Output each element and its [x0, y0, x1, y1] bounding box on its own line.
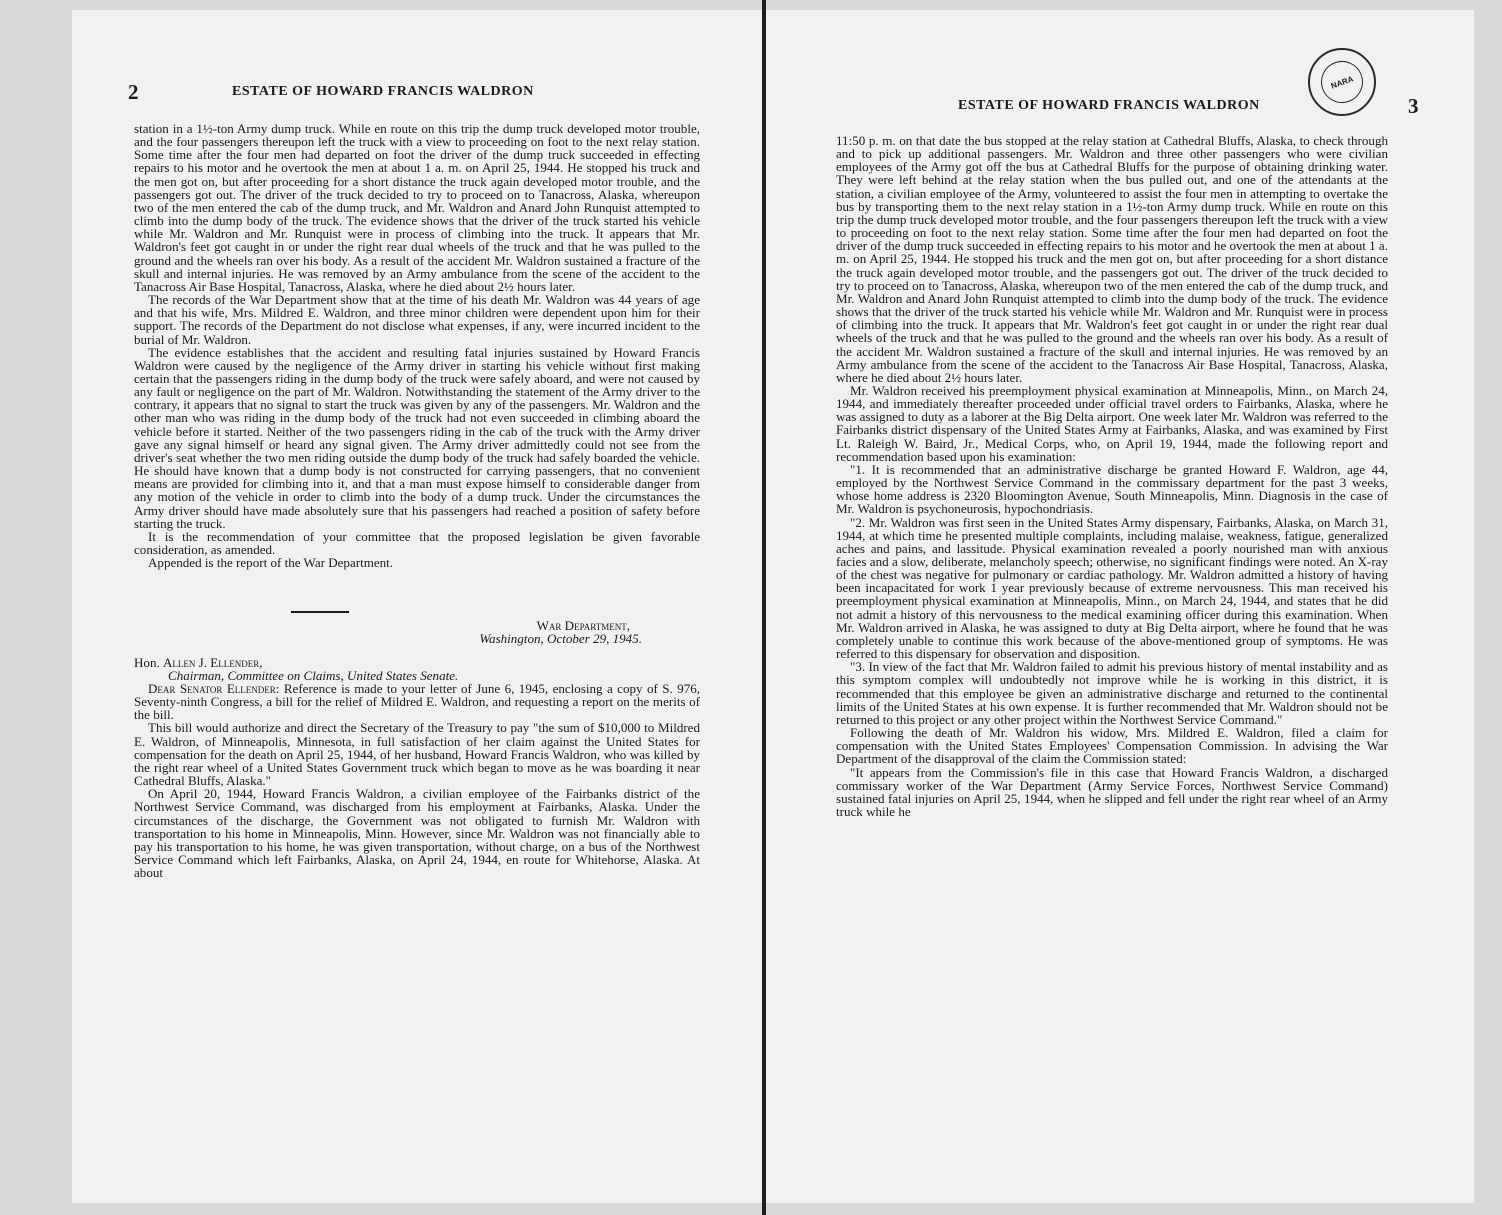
paragraph: 11:50 p. m. on that date the bus stopped at the relay station at Cathedral Bluffs, Alaska, to check through and to pick up additional passengers. Mr. Waldron and three other passengers who were civilian employees of the Army got off the bus at Cathedral Bluffs for the purpose of obtaining drinking water. They were left behind at the relay station when the bus pulled out, and one of the attendants at the station, a civilian employee of the Army, volunteered to assist the four men in attempting to overtake the bus by transporting them to the next relay station in a 1½-ton Army dump truck. While en route on this trip the dump truck developed motor trouble, and the four passengers thereupon left the truck with a view to proceeding on foot to the next relay station. Some time after the four men had departed on foot the driver of the dump truck succeeded in effecting repairs to his motor and he overtook the men at about 1 a. m. on April 25, 1944. He stopped his truck and the men got on, but after proceeding for a short distance the truck again developed motor trouble, and the passengers got out. The driver of the truck decided to try to proceed on to Tanacross, Alaska, whereupon two of the men entered the cab of the dump truck, and Mr. Waldron and Anard John Runquist attempted to climb into the dump body of the truck. The evidence shows that the driver of the truck started his vehicle while Mr. Waldron and Mr. Runquist were in process of climbing into the truck. It appears that Mr. Waldron's feet got caught in or under the right rear dual wheels of the truck and that he was pulled to the ground and the wheels ran over his body. As a result of the accident Mr. Waldron sustained a fracture of the skull and internal injuries. He was removed by an Army ambulance from the scene of the accident to the Tanacross Air Base Hospital, Tanacross, Alaska, where he died about 2½ hours later. — [836, 133, 1388, 385]
library-stamp-center: NARA — [1315, 55, 1369, 109]
paragraph: "It appears from the Commission's file in this case that Howard Francis Waldron, a discharged commissary worker of the War Department (Army Service Forces, Northwest Service Command) sustained fatal injuries on April 25, 1944, when he slipped and fell under the right rear wheel of an Army truck while he — [836, 764, 1388, 819]
letter-department: War Department, — [536, 618, 630, 634]
letter-date: Washington, October 29, 1945. — [479, 631, 642, 647]
paragraph: This bill would authorize and direct the Secretary of the Treasury to pay "the sum of $10,000 to Mildred E. Waldron, of Minneapolis, Minnesota, in full satisfaction of her claim against the United States for compensation for the death on April 25, 1944, of her husband, Howard Francis Waldron, who was killed by the right rear wheel of a United States Government truck which began to move as he was boarding it near Cathedral Bluffs, Alaska." — [134, 720, 700, 789]
running-header: ESTATE OF HOWARD FRANCIS WALDRON — [958, 98, 1260, 113]
page-number: 3 — [1408, 94, 1419, 118]
left-body — [134, 122, 700, 879]
paragraph: "1. It is recommended that an administrative discharge be granted Howard F. Waldron, age 44, employed by the Northwest Service Command in the commissary department for the past 3 weeks, whose home address is 2320 Bloomington Avenue, South Minneapolis, Minn. Diagnosis in the case of Mr. Waldron is psychoneurosis, hypochondriasis. — [836, 461, 1388, 517]
addressee-prefix: Hon. — [134, 654, 163, 670]
library-stamp — [1308, 48, 1376, 116]
paragraph: The evidence establishes that the accident and resulting fatal injuries sustained by Howard Francis Waldron were caused by the negligence of the Army driver in starting his vehicle without first making certain that the passengers riding in the dump body of the truck were safely aboard, and were not caused by any fault or negligence on the part of Mr. Waldron. Notwithstanding the statement of the Army driver to the contrary, it appears that no signal to start the truck was given by any of the passengers. Mr. Waldron and the other man who was riding in the dump body of the truck had not even succeeded in climbing aboard the vehicle before it started. Neither of the two passengers riding in the cab of the truck with the Army driver gave any signal himself or heard any signal given. The Army driver admittedly could not see from the driver's seat whether the two men riding outside the dump body of the truck had safely boarded the vehicle. He should have known that a dump body is not constructed for carrying passengers, that no convenient means are provided for climbing into it, and that a man must expose himself to considerable danger from any motion of the vehicle in order to climb into the body of a dump truck. Under the circumstances the Army driver should have made absolutely sure that his passengers had reached a position of safety before starting the truck. — [134, 344, 700, 531]
right-body — [836, 134, 1388, 818]
paragraph: On April 20, 1944, Howard Francis Waldron, a civilian employee of the Fairbanks district of the Northwest Service Command, was discharged from his employment at Fairbanks, Alaska. Under the circumstances of the discharge, the Government was not obligated to furnish Mr. Waldron with transportation to his home in Minneapolis, Minn. However, since Mr. Waldron was not financially able to pay his transportation to his home, he was given transportation, without charge, on a bus of the Northwest Service Command which left Fairbanks, Alaska, on April 24, 1944, en route for Whitehorse, Alaska. At about — [134, 786, 700, 881]
addressee-title: Chairman, Committee on Claims, United States Senate. — [168, 667, 459, 683]
salutation: Dear Senator Ellender: — [148, 680, 280, 696]
right-page — [766, 10, 1474, 1203]
paragraph: Mr. Waldron received his preemployment physical examination at Minneapolis, Minn., on March 24, 1944, and immediately thereafter proceeded under official travel orders to Fairbanks, Alaska, where he was assigned to duty as a laborer at the Big Delta airport. One week later Mr. Waldron was referred to the Fairbanks district dispensary of the United States Army at Fairbanks, Alaska, and was examined by First Lt. Raleigh W. Baird, Jr., Medical Corps, who, on April 19, 1944, made the following report and recommendation based upon his examination: — [836, 382, 1388, 464]
page-number: 2 — [128, 80, 139, 104]
paragraph: "2. Mr. Waldron was first seen in the United States Army dispensary, Fairbanks, Alaska, on March 31, 1944, at which time he presented multiple complaints, including malaise, weakness, fatigue, generalized aches and pains, and lassitude. Physical examination revealed a poorly nourished man with anxious facies and a slow, deliberate, melancholy speech; otherwise, no significant findings were noted. An X-ray of the chest was negative for pulmonary or cardiac pathology. Mr. Waldron admitted a history of having been incapacitated for work 1 year previously because of extreme nervousness. This man received his preemployment physical examination at Minneapolis, Minn., on March 24, 1944, and states that he did not admit a history of this nervousness to the medical examining officer during this examination. When Mr. Waldron arrived in Alaska, he was assigned to duty at Big Delta airport, where he found that he was completely unable to continue this work because of the above-mentioned group of symptoms. He was referred to this dispensary for observation and disposition. — [836, 514, 1388, 662]
running-header: ESTATE OF HOWARD FRANCIS WALDRON — [232, 84, 534, 99]
paragraph: station in a 1½-ton Army dump truck. While en route on this trip the dump truck developed motor trouble, and the four passengers thereupon left the truck with a view to proceeding on foot to the next relay station. Some time after the four men had departed on foot the driver of the dump truck succeeded in effecting repairs to his motor and he overtook the men at about 1 a. m. on April 25, 1944. He stopped his truck and the men got on, but after proceeding for a short distance the truck again developed motor trouble, and the passengers got out. The driver of the truck decided to try to proceed on to Tanacross, Alaska, whereupon two of the men entered the cab of the dump truck, and Mr. Waldron and Anard John Runquist attempted to climb into the dump body of the truck. The evidence shows that the driver of the truck started his vehicle while Mr. Waldron and Mr. Runquist were in process of climbing into the truck. It appears that Mr. Waldron's feet got caught in or under the right rear dual wheels of the truck and that he was pulled to the ground and the wheels ran over his body. As a result of the accident Mr. Waldron sustained a fracture of the skull and internal injuries. He was removed by an Army ambulance from the scene of the accident to the Tanacross Air Base Hospital, Tanacross, Alaska, where he died about 2½ hours later. — [134, 121, 700, 294]
paragraph: Appended is the report of the War Department. — [148, 555, 394, 571]
paragraph: Following the death of Mr. Waldron his widow, Mrs. Mildred E. Waldron, filed a claim for compensation with the United States Employees' Compensation Commission. In advising the War Department of the disapproval of the claim the Commission stated: — [836, 725, 1388, 767]
letter-addressee — [134, 656, 700, 669]
paragraph-text: Reference is made to your letter of June 6, 1945, enclosing a copy of S. 976, Seventy-ninth Congress, a bill for the relief of Mildred E. Waldron, and requesting a report on the merits of the bill. — [134, 680, 700, 723]
paragraph: The records of the War Department show that at the time of his death Mr. Waldron was 44 years of age and that his wife, Mrs. Mildred E. Waldron, and three minor children were dependent upon him for their support. The records of the Department do not disclose what expenses, if any, were incurred incident to the burial of Mr. Waldron. — [134, 292, 700, 347]
paragraph: It is the recommendation of your committee that the proposed legislation be given favorable consideration, as amended. — [134, 528, 700, 557]
left-page — [72, 10, 762, 1203]
paragraph: "3. In view of the fact that Mr. Waldron failed to admit his previous history of mental instability and as this symptom complex will undoubtedly not improve while he is working in this district, it is recommended that this employee be given an administrative discharge and returned to the continental limits of the United States at his own expense. It is further recommended that Mr. Waldron should not be returned to this project or any other project within the Northwest Service Command." — [836, 659, 1388, 727]
divider-rule — [291, 611, 349, 613]
addressee-name: Allen J. Ellender, — [163, 654, 263, 670]
letter-first-paragraph — [134, 682, 700, 721]
